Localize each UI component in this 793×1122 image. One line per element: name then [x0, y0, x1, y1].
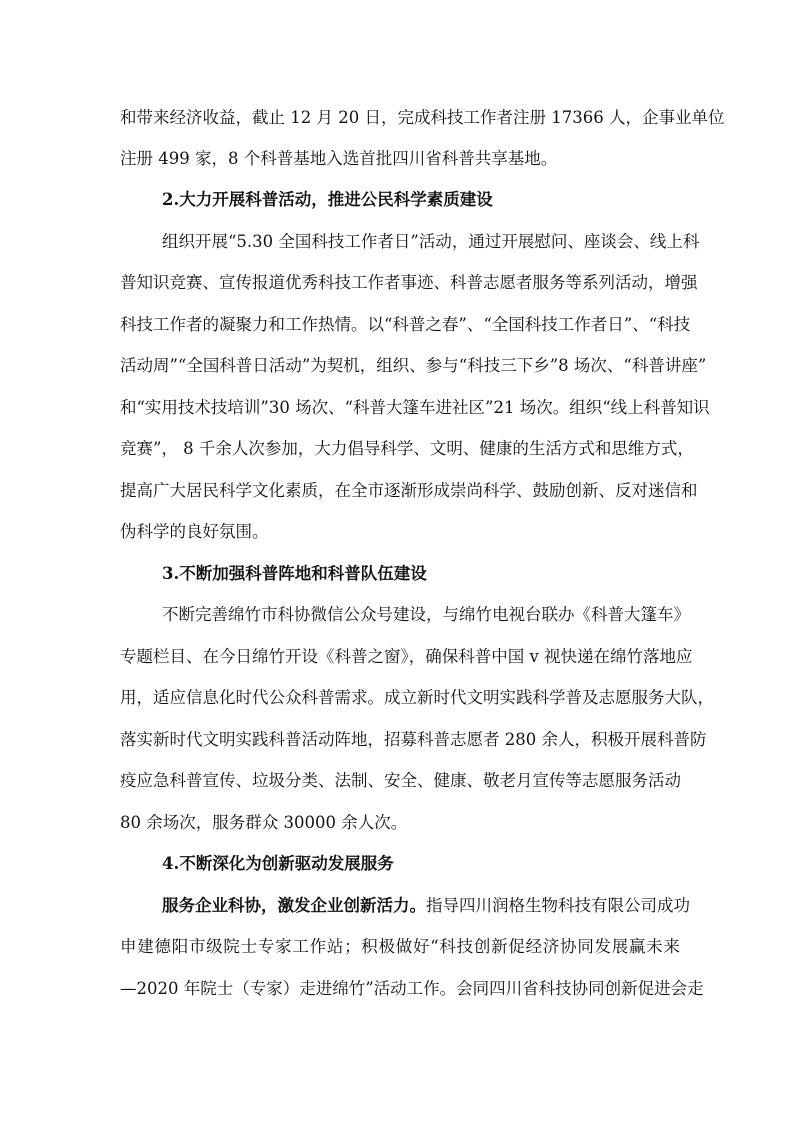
body-text-line: 科技工作者的凝聚力和工作热情。以“科普之春”、“全国科技工作者日”、“科技: [120, 315, 691, 334]
body-text-line: 竞赛”， 8 千余人次参加，大力倡导科学、文明、健康的生活方式和思维方式，: [120, 439, 694, 458]
body-text-line: 落实新时代文明实践科普活动阵地，招募科普志愿者 280 余人，积极开展科普防: [120, 730, 707, 749]
body-text-line: 和“实用技术技培训”30 场次、“科普大篷车进社区”21 场次。组织“线上科普知识: [120, 398, 710, 417]
body-text-line: —2020 年院士（专家）走进绵竹”活动工作。会同四川省科技协同创新促进会走: [120, 979, 704, 998]
body-text-line: 专题栏目、在今日绵竹开设《科普之窗》，确保科普中国 v 视快递在绵竹落地应: [120, 647, 693, 666]
body-text-line: 用，适应信息化时代公众科普需求。成立新时代文明实践科学普及志愿服务大队，: [120, 688, 714, 707]
body-text-line: 伪科学的良好氛围。: [120, 522, 269, 541]
body-text-line: [162, 894, 690, 918]
body-text-line: 不断完善绵竹市科协微信公众号建设，与绵竹电视台联办《科普大篷车》: [162, 605, 690, 624]
section-heading: 4.不断深化为创新驱动发展服务: [162, 854, 394, 873]
section-heading: 2.大力开展科普活动，推进公民科学素质建设: [162, 190, 493, 209]
body-text-line: 组织开展“5.30 全国科技工作者日”活动，通过开展慰问、座谈会、线上科: [162, 232, 700, 251]
lead-bold-text: 服务企业科协，激发企业创新活力。: [162, 896, 426, 915]
body-text-line: 活动周”“全国科普日活动”为契机，组织、参与“科技三下乡”8 场次、“科普讲座”: [120, 356, 707, 375]
body-text-line: 疫应急科普宣传、垃圾分类、法制、安全、健康、敬老月宣传等志愿服务活动: [120, 771, 681, 790]
body-text-line: 申建德阳市级院士专家工作站；积极做好“科技创新促经济协同发展赢未来: [120, 937, 680, 956]
section-heading: 3.不断加强科普阵地和科普队伍建设: [162, 564, 427, 583]
body-text-line: 提高广大居民科学文化素质，在全市逐渐形成崇尚科学、鼓励创新、反对迷信和: [120, 481, 698, 500]
body-text-line: 和带来经济收益，截止 12 月 20 日，完成科技工作者注册 17366 人，企事业单位: [120, 108, 725, 127]
body-text-line: 注册 499 家，8 个科普基地入选首批四川省科普共享基地。: [120, 149, 558, 168]
body-text-line: 80 余场次，服务群众 30000 余人次。: [120, 813, 408, 832]
lead-rest-text: 指导四川润格生物科技有限公司成功: [426, 896, 690, 915]
body-text-line: 普知识竞赛、宣传报道优秀科技工作者事迹、科普志愿者服务等系列活动，增强: [120, 273, 698, 292]
